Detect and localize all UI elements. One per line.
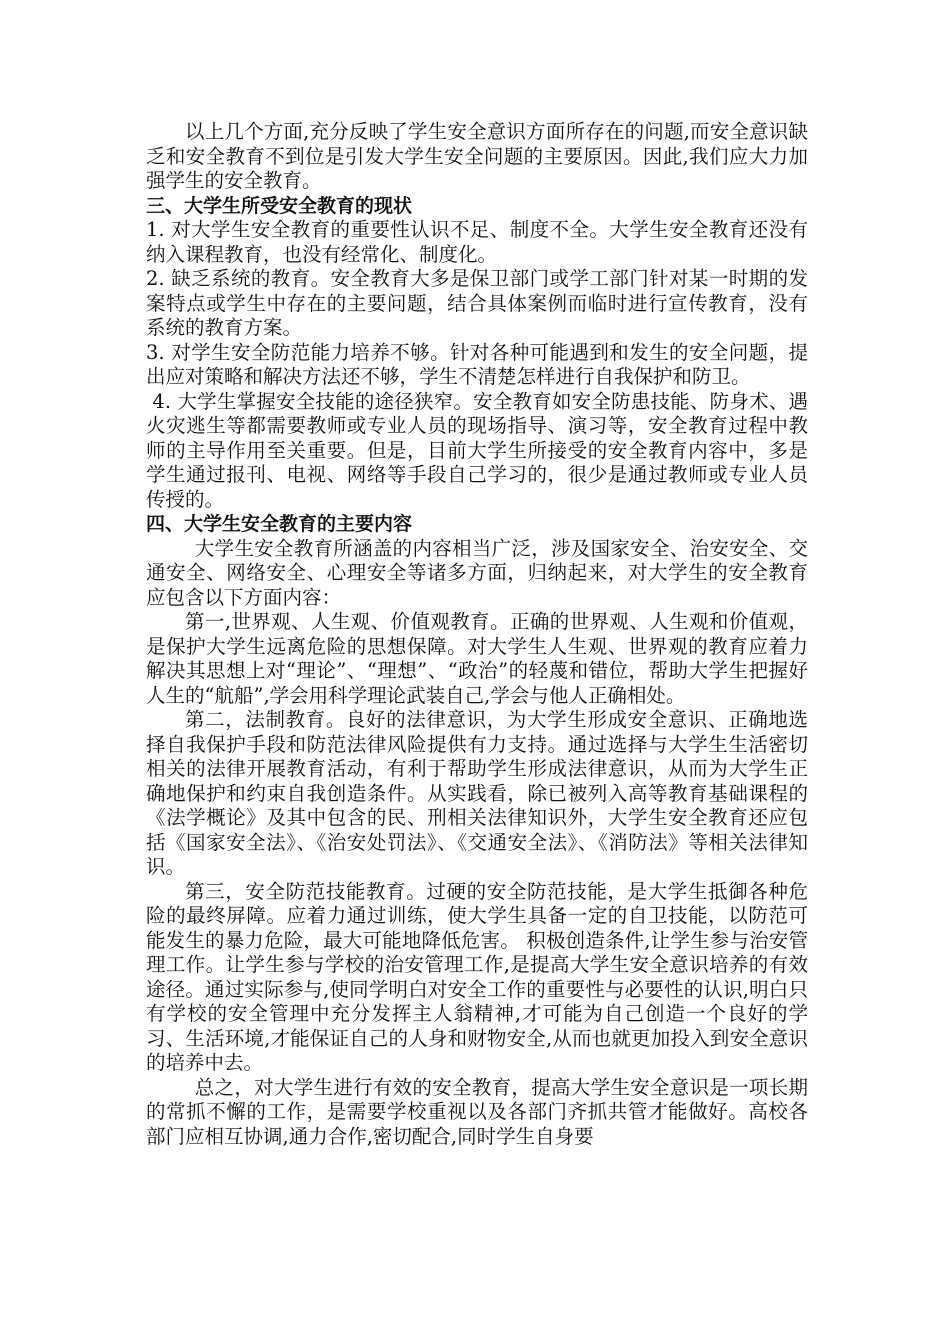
- section-4-intro-paragraph: 大学生安全教育所涵盖的内容相当广泛，涉及国家安全、治安安全、交通安全、网络安全、心理安全等诸多方面，归纳起来，对大学生的安全教育应包含以下方面内容：: [146, 536, 808, 609]
- safety-skills-paragraph: 第三，安全防范技能教育。过硬的安全防范技能，是大学生抵御各种危险的最终屏障。应着力通过训练，使大学生具备一定的自卫技能，以防范可能发生的暴力危险，最大可能地降低危害。 积极创造条件,让学生参与治安管理工作。让学生参与学校的治安管理工作,是提高大学生安全意识培养的有效途径。通过实际参与,使同学明白对安全工作的重要性与必要性的认识,明白只有学校的安全管理中充分发挥主人翁精神,才可能为自己创造一个良好的学习、生活环境,才能保证自己的人身和财物安全,从而也就更加投入到安全意识的培养中去。: [146, 879, 808, 1074]
- list-item-3: 3. 对学生安全防范能力培养不够。针对各种可能遇到和发生的安全问题，提出应对策略和解决方法还不够，学生不清楚怎样进行自我保护和防卫。: [146, 340, 808, 388]
- intro-paragraph: 以上几个方面,充分反映了学生安全意识方面所存在的问题,而安全意识缺乏和安全教育不到位是引发大学生安全问题的主要原因。因此,我们应大力加强学生的安全教育。: [146, 120, 808, 192]
- list-item-4: 4. 大学生掌握安全技能的途径狭窄。安全教育如安全防患技能、防身术、遇火灾逃生等都需要教师或专业人员的现场指导、演习等，安全教育过程中教师的主导作用至关重要。但是，目前大学生所接受的安全教育内容中，多是学生通过报刊、电视、网络等手段自己学习的，很少是通过教师或专业人员传授的。: [146, 389, 808, 511]
- list-item-2: 2. 缺乏系统的教育。安全教育大多是保卫部门或学工部门针对某一时期的发案特点或学生中存在的主要问题，结合具体案例而临时进行宣传教育，没有系统的教育方案。: [146, 267, 808, 339]
- section-heading-4: 四、大学生安全教育的主要内容: [146, 513, 413, 535]
- legal-education-paragraph: 第二，法制教育。良好的法律意识，为大学生形成安全意识、正确地选择自我保护手段和防范法律风险提供有力支持。通过选择与大学生生活密切相关的法律开展教育活动，有利于帮助学生形成法律意识，从而为大学生正确地保护和约束自我创造条件。从实践看，除已被列入高等教育基础课程的《法学概论》及其中包含的民、刑相关法律知识外，大学生安全教育还应包括《国家安全法》、《治安处罚法》、《交通安全法》、《消防法》等相关法律知识。: [146, 708, 808, 878]
- list-item-1: 1. 对大学生安全教育的重要性认识不足、制度不全。大学生安全教育还没有纳入课程教育，也没有经常化、制度化。: [146, 218, 808, 266]
- section-heading-3: 三、大学生所受安全教育的现状: [146, 194, 413, 217]
- conclusion-paragraph: 总之，对大学生进行有效的安全教育，提高大学生安全意识是一项长期的常抓不懈的工作，是需要学校重视以及各部门齐抓共管才能做好。高校各部门应相互协调,通力合作,密切配合,同时学生自身要: [146, 1075, 808, 1148]
- document-page: [146, 120, 808, 1149]
- worldview-paragraph: 第一,世界观、人生观、价值观教育。正确的世界观、人生观和价值观，是保护大学生远离危险的思想保障。对大学生人生观、世界观的教育应着力解决其思想上对“理论”、“理想”、“政治”的轻蔑和错位，帮助大学生把握好人生的“航船”,学会用科学理论武装自己,学会与他人正确相处。: [146, 610, 808, 707]
